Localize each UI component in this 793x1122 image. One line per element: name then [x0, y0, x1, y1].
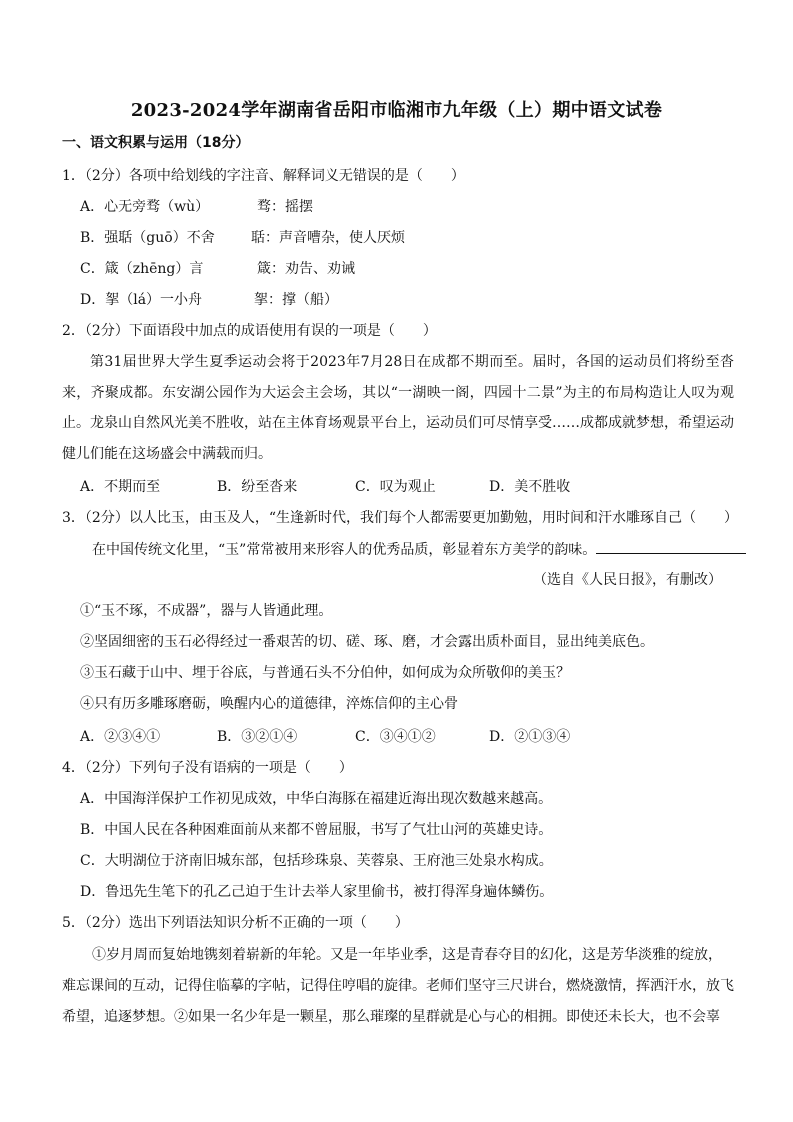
q1-option-c-meaning: 箴：劝告、劝诫	[257, 261, 355, 277]
q3-item-2: ②坚固细密的玉石必得经过一番艰苦的切、磋、琢、磨，才会露出质朴面目，显出纯美底色。	[80, 634, 654, 650]
q1-option-a	[80, 197, 752, 217]
q1-option-a-word: A．心无旁骛（wù）	[80, 199, 210, 215]
q1-option-a-meaning: 骛：摇摆	[257, 199, 313, 215]
q5-passage-line-2: 难忘课间的互动，记得住临摹的字帖，记得住哼唱的旋律。老师们坚守三尺讲台，燃烧激情，挥洒汗水，放飞	[62, 978, 734, 994]
q2-option-b: B．纷至沓来	[217, 479, 298, 495]
q3-item-3: ③玉石藏于山中、埋于谷底，与普通石头不分伯仲，如何成为众所敬仰的美玉？	[80, 665, 570, 681]
q3-item-1: ①“玉不琢，不成器”，器与人皆通此理。	[80, 603, 333, 619]
q2-option-a: A．不期而至	[80, 479, 161, 495]
q2-options	[80, 477, 752, 497]
q2-option-d: D．美不胜收	[489, 479, 571, 495]
q3-option-d: D．②①③④	[489, 729, 571, 745]
q4-option-a: A．中国海洋保护工作初见成效，中华白海豚在福建近海出现次数越来越高。	[80, 791, 553, 807]
exam-title: 2023-2024学年湖南省岳阳市临湘市九年级（上）期中语文试卷	[130, 100, 663, 121]
q3-option-c: C．③④①②	[355, 729, 436, 745]
q1-option-c	[80, 259, 752, 279]
q3-item-4: ④只有历多雕琢磨砺，唤醒内心的道德律，淬炼信仰的主心骨	[80, 696, 458, 712]
q1-option-b-meaning: 聒：声音嘈杂，使人厌烦	[251, 230, 405, 246]
question-2-stem: 2．（2分）下面语段中加点的成语使用有误的一项是（ ）	[62, 323, 437, 339]
question-5-stem: 5．（2分）选出下列语法知识分析不正确的一项（ ）	[62, 915, 409, 931]
q1-option-b	[80, 228, 752, 248]
q2-option-c: C．叹为观止	[355, 479, 436, 495]
q1-option-d-word: D．挐（lá）一小舟	[80, 292, 203, 308]
q4-option-c: C．大明湖位于济南旧城东部，包括珍珠泉、芙蓉泉、王府池三处泉水构成。	[80, 853, 553, 869]
q4-option-d: D．鲁迅先生笔下的孔乙己迫于生计去举人家里偷书，被打得浑身遍体鳞伤。	[80, 884, 554, 900]
q3-option-b: B．③②①④	[217, 729, 298, 745]
question-4-stem: 4．（2分）下列句子没有语病的一项是（ ）	[62, 760, 353, 776]
q3-option-a: A．②③④①	[80, 729, 161, 745]
q1-option-c-word: C．箴（zhēng）言	[80, 261, 204, 277]
question-1-stem: 1．（2分）各项中给划线的字注音、解释词义无错误的是（ ）	[62, 168, 465, 184]
q3-passage-text: 在中国传统文化里，“玉”常常被用来形容人的优秀品质，彰显着东方美学的韵味。	[92, 542, 597, 558]
answer-blank	[596, 539, 746, 554]
q3-source: （选自《人民日报》，有删改）	[533, 572, 722, 588]
q1-option-b-word: B．强聒（guō）不舍	[80, 230, 215, 246]
question-3-passage	[92, 539, 764, 560]
q5-passage-line-1: ①岁月周而复始地镌刻着崭新的年轮。又是一年毕业季，这是青春夺目的幻化，这是芳华淡雅的绽放，	[92, 947, 722, 963]
q4-option-b: B．中国人民在各种困难面前从来都不曾屈服，书写了气壮山河的英雄史诗。	[80, 822, 553, 838]
q3-options	[80, 727, 752, 747]
section-heading: 一、语文积累与运用（18分）	[62, 135, 250, 151]
q1-option-d-meaning: 挐：撑（船）	[254, 292, 338, 308]
q5-passage-line-3: 希望，追逐梦想。②如果一名少年是一颗星，那么璀璨的星群就是心与心的相拥。即使还未长大，也不会辜	[62, 1009, 720, 1025]
q1-option-d	[80, 290, 752, 310]
question-2-passage: 第31届世界大学生夏季运动会将于2023年7月28日在成都不期而至。届时，各国的运动员们将纷至沓来，齐聚成都。东安湖公园作为大运会主会场，其以“一湖映一阁，四园十二景”为主的布局构造让人叹为观止。龙泉山自然风光美不胜收，站在主体育场观景平台上，运动员们可尽情享受……成都成就梦想，希望运动健儿们能在这场盛会中满载而归。	[62, 354, 734, 462]
question-3-stem: 3．（2分）以人比玉，由玉及人，“生逢新时代，我们每个人都需要更加勤勉，用时间和汗水雕琢自己（ ）	[62, 510, 738, 526]
